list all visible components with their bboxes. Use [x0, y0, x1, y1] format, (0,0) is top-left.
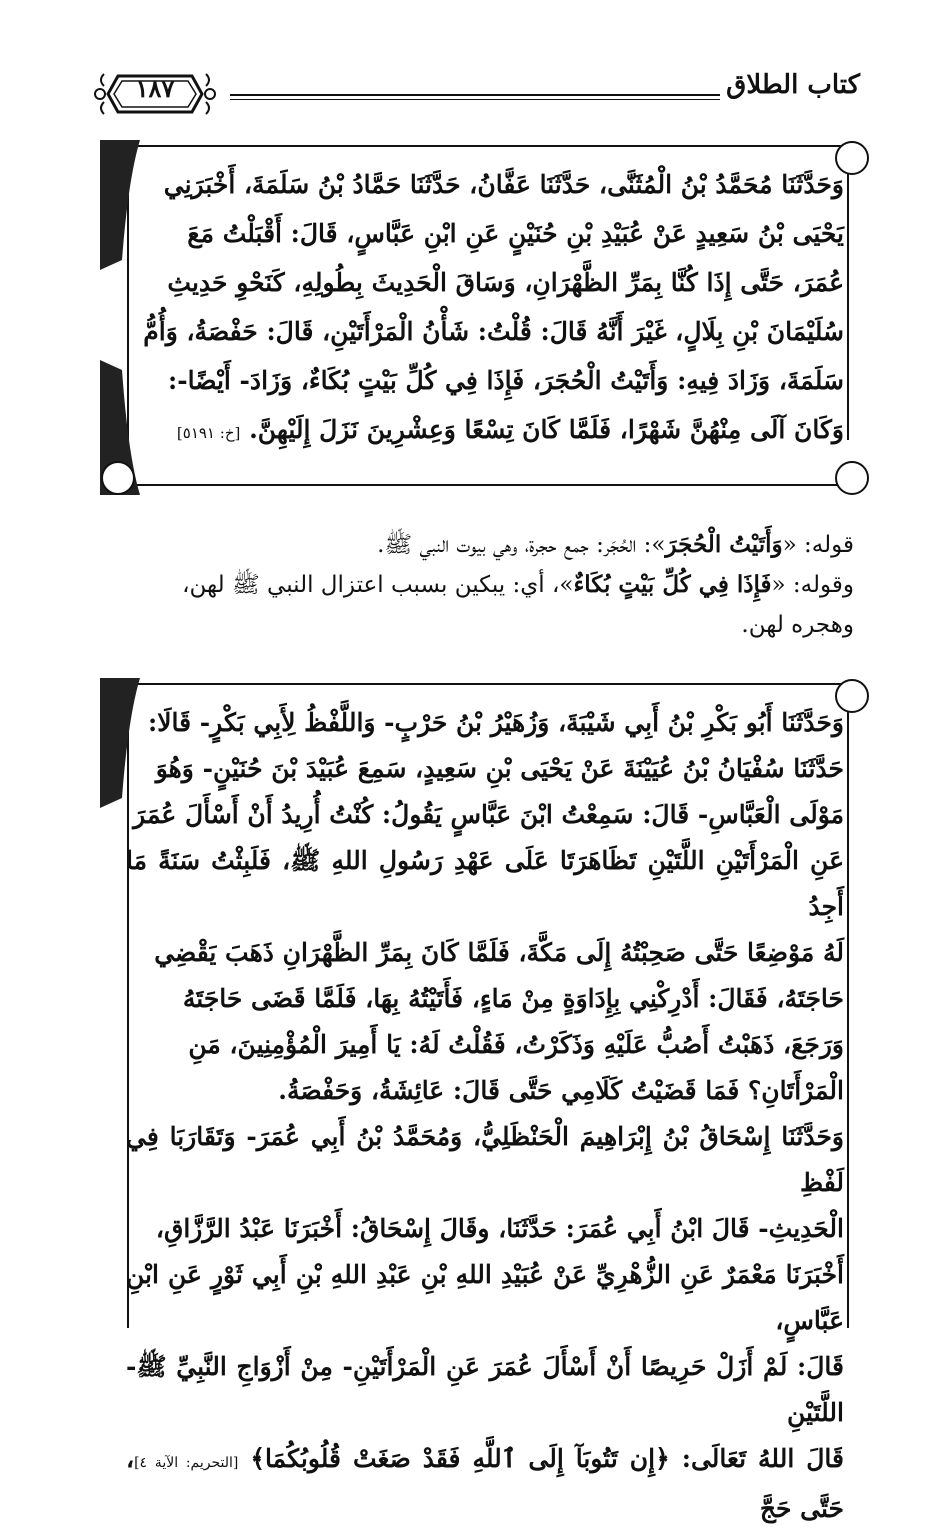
hadith-line: يَحْيَى بْنُ سَعِيدٍ عَنْ عُبَيْدِ بْنِ حُنَيْنٍ عَنِ ابْنِ عَبَّاسٍ، قَالَ: أَقْبَلْتُ مَعَ: [187, 219, 844, 248]
header-rule: [230, 94, 720, 100]
hadith-text-1: [126, 160, 844, 458]
hadith-line-tail: ، حَتَّى حَجَّ: [126, 1444, 844, 1523]
hadith-line: [126, 1436, 844, 1532]
hadith-line: قَالَ: لَمْ أَزَلْ حَرِيصًا أَنْ أَسْأَلَ عُمَرَ عَنِ الْمَرْأَتَيْنِ- مِنْ أَزْوَاجِ النَّبِيِّ ﷺ- اللَّتَيْنِ: [126, 1352, 844, 1427]
hadith-line: سُلَيْمَانَ بْنِ بِلَالٍ، غَيْرَ أَنَّهُ قَالَ: قُلْتُ: شَأْنُ الْمَرْأَتَيْنِ، قَالَ: حَفْصَةُ، وَأُمُّ: [143, 317, 844, 346]
quoted-phrase: فَإِذَا فِي كُلِّ بَيْتٍ بُكَاءٌ: [573, 571, 772, 598]
hadith-line: الْمَرْأَتَانِ؟ فَمَا قَضَيْتُ كَلَامِي حَتَّى قَالَ: عَائِشَةُ، وَحَفْصَةُ.: [278, 1076, 844, 1105]
verse-quote: قَالَ اللهُ تَعَالَى: ﴿إِن تَتُوبَآ إِلَى ٱللَّهِ فَقَدْ صَغَتْ قُلُوبُكُمَا﴾: [250, 1444, 844, 1473]
commentary-line-1: قوله: «وَأَتَيْتُ الْحُجَرَ»: الحُجَر: جمع حجرة، وهي بيوت النبي ﷺ.: [377, 531, 854, 558]
page-header: [90, 66, 860, 126]
verse-reference: [التحريم: الآية ٤]: [134, 1455, 239, 1471]
hadith-line: سَلَمَةَ، وَزَادَ فِيهِ: وَأَتَيْتُ الْحُجَرَ، فَإِذَا فِي كُلِّ بَيْتٍ بُكَاءٌ، وَزَادَ- أَيْضًا-:: [168, 366, 844, 395]
hadith-line: وَرَجَعَ، ذَهَبْتُ أَصُبُّ عَلَيْهِ وَذَكَرْتُ، فَقُلْتُ لَهُ: يَا أَمِيرَ الْمُؤْمِنِينَ، مَنِ: [188, 1030, 844, 1059]
hadith-line: لَهُ مَوْضِعًا حَتَّى صَحِبْتُهُ إِلَى مَكَّةَ، فَلَمَّا كَانَ بِمَرِّ الظَّهْرَانِ ذَهَبَ يَقْضِي: [154, 938, 844, 967]
commentary-line-2: وقوله: «فَإِذَا فِي كُلِّ بَيْتٍ بُكَاءٌ»، أي: يبكين بسبب اعتزال النبي ﷺ لهن،: [182, 571, 854, 598]
hadith-line: أَخْبَرَنَا مَعْمَرٌ عَنِ الزُّهْرِيِّ عَنْ عُبَيْدِ اللهِ بْنِ عَبْدِ اللهِ بْنِ أَبِي ثَوْرٍ عَنِ ابْنِ عَبَّاسٍ،: [126, 1260, 844, 1335]
hadith-line: الْحَدِيثِ- قَالَ ابْنُ أَبِي عُمَرَ: حَدَّثَنَا، وقَالَ إِسْحَاقُ: أَخْبَرَنَا عَبْدُ الرَّزَّاقِ،: [155, 1214, 844, 1243]
hadith-line: مَوْلَى الْعَبَّاسِ- قَالَ: سَمِعْتُ ابْنَ عَبَّاسٍ يَقُولُ: كُنْتُ أُرِيدُ أَنْ أَسْأَلَ عُمَرَ: [133, 800, 844, 829]
hadith-line: وَحَدَّثَنَا أَبُو بَكْرِ بْنُ أَبِي شَيْبَةَ، وَزُهَيْرُ بْنُ حَرْبٍ- وَاللَّفْظُ لِأَبِي بَكْرٍ- قَالَا:: [148, 708, 844, 737]
book-title: كتاب الطلاق: [726, 70, 860, 100]
hadith-text-2: [126, 700, 844, 1532]
hadith-line: حَاجَتَهُ، فَقَالَ: أَدْرِكْنِي بِإِدَاوَةٍ مِنْ مَاءٍ، فَأَتَيْتُهُ بِهَا، فَلَمَّا قَضَى حَاجَتَهُ: [182, 984, 844, 1013]
hadith-line: وَحَدَّثَنَا مُحَمَّدُ بْنُ الْمُثَنَّى، حَدَّثَنَا عَفَّانُ، حَدَّثَنَا حَمَّادُ بْنُ سَلَمَةَ، أَخْبَرَنِي: [163, 170, 844, 199]
hadith-line: وَحَدَّثَنَا إِسْحَاقُ بْنُ إِبْرَاهِيمَ الْحَنْظَلِيُّ، وَمُحَمَّدُ بْنُ أَبِي عُمَرَ- وَتَقَارَبَا فِي لَفْظِ: [126, 1122, 844, 1197]
page-number-ornament: [90, 66, 220, 122]
bukhari-reference: [خ: ٥١٩١]: [176, 424, 241, 442]
hadith-frame-1: [100, 140, 870, 495]
quoted-phrase: وَأَتَيْتُ الْحُجَرَ: [665, 531, 783, 558]
hadith-line: حَدَّثَنَا سُفْيَانُ بْنُ عُيَيْنَةَ عَنْ يَحْيَى بْنِ سَعِيدٍ، سَمِعَ عُبَيْدَ بْنَ حُنَيْنٍ- وَهُوَ: [155, 754, 844, 783]
hadith-frame-2: [100, 678, 870, 1523]
hadith-line: [126, 405, 844, 458]
hadith-last-line: وَكَانَ آلَى مِنْهُنَّ شَهْرًا، فَلَمَّا كَانَ تِسْعًا وَعِشْرِينَ نَزَلَ إِلَيْهِنَّ.: [249, 415, 844, 444]
commentary: [60, 525, 854, 645]
hadith-line: عُمَرَ، حَتَّى إِذَا كُنَّا بِمَرِّ الظَّهْرَانِ، وَسَاقَ الْحَدِيثَ بِطُولِهِ، كَنَحْوِ حَدِيثِ: [167, 268, 844, 297]
page-number: ١٨٧: [135, 74, 175, 103]
hadith-line: عَنِ الْمَرْأَتَيْنِ اللَّتَيْنِ تَظَاهَرَتَا عَلَى عَهْدِ رَسُولِ اللهِ ﷺ، فَلَبِثْتُ سَنَةً مَا أَجِدُ: [126, 846, 844, 921]
commentary-line-3: وهجره لهن.: [741, 612, 854, 638]
